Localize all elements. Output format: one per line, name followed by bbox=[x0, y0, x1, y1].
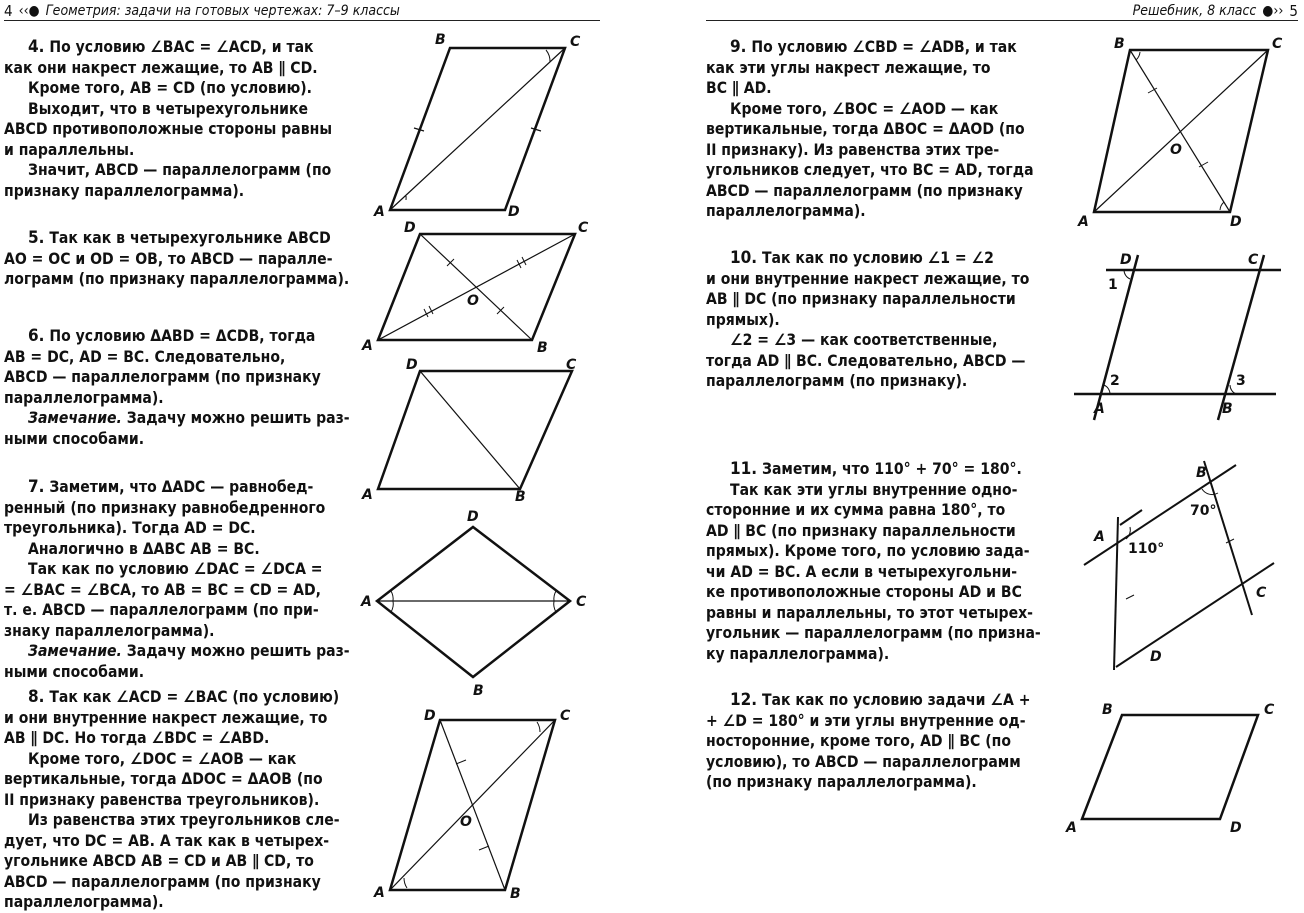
problem-5-figure bbox=[360, 218, 600, 358]
problem-11-text bbox=[706, 459, 1041, 664]
point-o-label: O bbox=[467, 293, 479, 309]
problem-8-line: вертикальные, тогда ΔDOC = ΔAOB (по bbox=[4, 769, 340, 790]
problem-5-line: лограмм (по признаку параллелограмма). bbox=[4, 269, 349, 290]
problem-9-text bbox=[706, 37, 1034, 222]
angle-2-label: 2 bbox=[1110, 373, 1120, 389]
problem-10-line: параллелограмм (по признаку). bbox=[706, 371, 1029, 392]
line-bc bbox=[1204, 461, 1252, 615]
problem-7-note-line: ными способами. bbox=[4, 662, 350, 683]
problem-12-line: Так как по условию задачи ∠A + bbox=[762, 691, 1030, 709]
point-d-label: D bbox=[1150, 649, 1162, 665]
point-b-label: B bbox=[515, 489, 526, 505]
problem-12-line: условию), то ABCD — параллелограмм bbox=[706, 752, 1030, 773]
problem-9-figure bbox=[1070, 30, 1300, 230]
point-b-label: B bbox=[537, 340, 548, 356]
diagonal-ac bbox=[1094, 50, 1268, 212]
problem-12-number: 12. bbox=[730, 690, 757, 710]
tick-mark bbox=[1126, 595, 1134, 599]
problem-12-figure bbox=[1060, 698, 1300, 843]
problem-9-line: BC ∥ AD. bbox=[706, 78, 1034, 99]
problem-9-line: угольников следует, что BC = AD, тогда bbox=[706, 160, 1034, 181]
right-header-rule bbox=[706, 20, 1298, 21]
problem-9-line: параллелограмма). bbox=[706, 201, 1034, 222]
angle-110-label: 110° bbox=[1128, 541, 1164, 557]
parallelogram-abcd bbox=[378, 371, 572, 489]
point-c-label: C bbox=[578, 220, 589, 236]
point-c-label: C bbox=[566, 357, 577, 373]
problem-8-figure bbox=[360, 700, 600, 910]
problem-12-line: (по признаку параллелограмма). bbox=[706, 772, 1030, 793]
point-b-label: B bbox=[1114, 36, 1125, 52]
left-page-number: 4 bbox=[4, 2, 13, 20]
problem-6-line: По условию ΔABD = ΔCDB, тогда bbox=[49, 327, 315, 345]
problem-9-number: 9. bbox=[730, 37, 746, 57]
right-header-title: Решебник, 8 класс bbox=[1133, 3, 1257, 19]
problem-7-line: = ∠BAC = ∠BCA, то AB = BC = CD = AD, bbox=[4, 580, 350, 601]
problem-11-line: угольник — параллелограмм (по призна- bbox=[706, 623, 1041, 644]
point-b-label: B bbox=[1196, 465, 1207, 481]
point-a-label: A bbox=[361, 338, 373, 354]
problem-6-text bbox=[4, 326, 350, 449]
point-o-label: O bbox=[1170, 142, 1182, 158]
problem-10-line: и они внутренние накрест лежащие, то bbox=[706, 269, 1029, 290]
problem-11-line: AD ∥ BC (по признаку параллельности bbox=[706, 521, 1041, 542]
problem-7-text bbox=[4, 477, 350, 682]
problem-7-number: 7. bbox=[28, 477, 44, 497]
point-a-label: A bbox=[373, 885, 385, 901]
problem-4-line: ABCD противоположные стороны равны bbox=[4, 119, 332, 140]
problem-7-line: ренный (по признаку равнобедренного bbox=[4, 498, 350, 519]
point-d-label: D bbox=[404, 220, 416, 236]
spacer bbox=[1110, 505, 1126, 519]
problem-10-text bbox=[706, 248, 1029, 392]
problem-5-line: AO = OC и OD = OB, то ABCD — паралле- bbox=[4, 249, 349, 270]
point-a-label: A bbox=[1077, 214, 1089, 230]
problem-4-line: По условию ∠BAC = ∠ACD, и так bbox=[49, 38, 313, 56]
point-a-label: A bbox=[361, 487, 373, 503]
problem-12-line: + ∠D = 180° и эти углы внутренние од- bbox=[706, 711, 1030, 732]
angle-3-label: 3 bbox=[1236, 373, 1246, 389]
problem-4-line: Кроме того, AB = CD (по условию). bbox=[4, 78, 332, 99]
left-header-rule bbox=[4, 20, 600, 21]
problem-6-note-line: Задачу можно решить раз- bbox=[127, 409, 350, 427]
problem-6-note-label: Замечание. bbox=[28, 409, 122, 427]
line-ab-extension bbox=[1120, 510, 1142, 525]
problem-4-line: как они накрест лежащие, то AB ∥ CD. bbox=[4, 58, 332, 79]
problem-8-line: Кроме того, ∠DOC = ∠AOB — как bbox=[4, 749, 340, 770]
problem-7-line: т. е. ABCD — параллелограмм (по при- bbox=[4, 600, 350, 621]
problem-5-number: 5. bbox=[28, 228, 44, 248]
problem-11-line: Так как эти углы внутренние одно- bbox=[706, 480, 1041, 501]
tick-mark bbox=[479, 846, 489, 850]
angle-70-label: 70° bbox=[1190, 503, 1216, 519]
problem-10-figure bbox=[1066, 245, 1296, 425]
problem-4-figure bbox=[360, 30, 600, 230]
point-b-label: B bbox=[435, 32, 446, 48]
angle-arc bbox=[1136, 52, 1140, 60]
problem-11-line: равны и параллельны, то этот четырех- bbox=[706, 603, 1041, 624]
angle-arc bbox=[1220, 202, 1224, 210]
problem-6-line: ABCD — параллелограмм (по признаку bbox=[4, 367, 350, 388]
problem-4-line: признаку параллелограмма). bbox=[4, 181, 332, 202]
problem-7-line: Заметим, что ΔADC — равнобед- bbox=[49, 478, 313, 496]
point-c-label: C bbox=[576, 594, 587, 610]
angle-arc bbox=[1202, 489, 1218, 495]
point-c-label: C bbox=[1264, 702, 1275, 718]
point-b-label: B bbox=[1222, 401, 1233, 417]
problem-10-number: 10. bbox=[730, 248, 757, 268]
right-header-marker: ●›› bbox=[1262, 3, 1283, 19]
problem-10-line: тогда AD ∥ BC. Следовательно, ABCD — bbox=[706, 351, 1029, 372]
problem-6-note-line: ными способами. bbox=[4, 429, 350, 450]
point-a-label: A bbox=[1093, 529, 1105, 545]
problem-7-line: знаку параллелограмма). bbox=[4, 621, 350, 642]
problem-8-line: дует, что DC = AB. А так как в четырех- bbox=[4, 831, 340, 852]
problem-9-line: По условию ∠CBD = ∠ADB, и так bbox=[751, 38, 1016, 56]
point-a-label: A bbox=[373, 204, 385, 220]
problem-9-line: ABCD — параллелограмм (по признаку bbox=[706, 181, 1034, 202]
point-d-label: D bbox=[467, 509, 479, 525]
problem-5-text bbox=[4, 228, 349, 290]
problem-7-line: Так как по условию ∠DAC = ∠DCA = bbox=[4, 559, 350, 580]
point-o-label: O bbox=[460, 814, 472, 830]
point-c-label: C bbox=[570, 34, 581, 50]
angle-arc bbox=[554, 591, 556, 601]
problem-8-line: AB ∥ DC. Но тогда ∠BDC = ∠ABD. bbox=[4, 728, 340, 749]
diagonal-bd bbox=[440, 720, 505, 890]
tick-mark bbox=[456, 760, 466, 764]
problem-10-line: Так как по условию ∠1 = ∠2 bbox=[762, 249, 994, 267]
problem-9-line: II признаку). Из равенства этих тре- bbox=[706, 140, 1034, 161]
problem-4-line: Выходит, что в четырехугольнике bbox=[4, 99, 332, 120]
problem-9-line: Кроме того, ∠BOC = ∠AOD — как bbox=[706, 99, 1034, 120]
right-page-header bbox=[1133, 2, 1298, 20]
problem-7-line: треугольника). Тогда AD = DC. bbox=[4, 518, 350, 539]
point-a-label: A bbox=[1065, 820, 1077, 836]
problem-8-text bbox=[4, 687, 340, 913]
diagonal-bd bbox=[420, 371, 520, 489]
problem-8-number: 8. bbox=[28, 687, 44, 707]
problem-8-line: угольнике ABCD AB = CD и AB ∥ CD, то bbox=[4, 851, 340, 872]
problem-4-line: и параллельны. bbox=[4, 140, 332, 161]
problem-11-line: сторонние и их сумма равна 180°, то bbox=[706, 500, 1041, 521]
line-ad bbox=[1114, 517, 1118, 670]
angle-arc bbox=[554, 601, 556, 612]
problem-4-line: Значит, ABCD — параллелограмм (по bbox=[4, 160, 332, 181]
point-d-label: D bbox=[508, 204, 520, 220]
problem-11-line: Заметим, что 110° + 70° = 180°. bbox=[762, 460, 1022, 478]
angle-arc bbox=[1124, 270, 1130, 279]
point-d-label: D bbox=[1230, 214, 1242, 230]
angle-arc bbox=[546, 50, 550, 62]
point-c-label: C bbox=[560, 708, 571, 724]
problem-8-line: Так как ∠ACD = ∠BAC (по условию) bbox=[49, 688, 339, 706]
line-dc bbox=[1116, 563, 1274, 667]
problem-7-figure bbox=[355, 505, 600, 700]
problem-10-line: AB ∥ DC (по признаку параллельности bbox=[706, 289, 1029, 310]
angle-arc bbox=[537, 722, 540, 732]
point-c-label: C bbox=[1272, 36, 1283, 52]
problem-8-line: параллелограмма). bbox=[4, 892, 340, 913]
angle-arc bbox=[404, 878, 407, 888]
problem-4-text bbox=[4, 37, 332, 201]
problem-4-number: 4. bbox=[28, 37, 44, 57]
point-d-label: D bbox=[406, 357, 418, 373]
problem-6-line: AB = DC, AD = BC. Следовательно, bbox=[4, 347, 350, 368]
diagonal-bd bbox=[420, 234, 532, 340]
parallelogram-abcd bbox=[1082, 715, 1258, 819]
problem-8-line: ABCD — параллелограмм (по признаку bbox=[4, 872, 340, 893]
problem-10-line: прямых). bbox=[706, 310, 1029, 331]
problem-8-line: и они внутренние накрест лежащие, то bbox=[4, 708, 340, 729]
problem-6-figure bbox=[360, 355, 600, 505]
left-header-title: Геометрия: задачи на готовых чертежах: 7–9 классы bbox=[46, 3, 400, 19]
diagonal-bd bbox=[1130, 50, 1230, 212]
problem-10-line: ∠2 = ∠3 — как соответственные, bbox=[706, 330, 1029, 351]
point-b-label: B bbox=[510, 886, 521, 902]
problem-7-note-label: Замечание. bbox=[28, 642, 122, 660]
problem-12-text bbox=[706, 690, 1030, 793]
problem-11-line: чи AD = BC. А если в четырехугольни- bbox=[706, 562, 1041, 583]
problem-8-line: II признаку равенства треугольников). bbox=[4, 790, 340, 811]
problem-9-line: как эти углы накрест лежащие, то bbox=[706, 58, 1034, 79]
point-b-label: B bbox=[473, 683, 484, 699]
problem-12-line: носторонние, кроме того, AD ∥ BC (по bbox=[706, 731, 1030, 752]
rhombus-abcd bbox=[377, 527, 570, 677]
left-header-marker: ‹‹● bbox=[19, 3, 40, 19]
left-page-header bbox=[4, 2, 400, 20]
point-d-label: D bbox=[424, 708, 436, 724]
problem-11-figure bbox=[1076, 455, 1300, 675]
problem-11-line: ке противоположные стороны AD и BC bbox=[706, 582, 1041, 603]
problem-11-line: ку параллелограмма). bbox=[706, 644, 1041, 665]
point-c-label: C bbox=[1256, 585, 1267, 601]
point-a-label: A bbox=[360, 594, 372, 610]
problem-11-number: 11. bbox=[730, 459, 757, 479]
angle-arc bbox=[391, 591, 393, 601]
point-c-label: C bbox=[1248, 252, 1259, 268]
point-d-label: D bbox=[1230, 820, 1242, 836]
problem-6-line: параллелограмма). bbox=[4, 388, 350, 409]
problem-6-number: 6. bbox=[28, 326, 44, 346]
right-page-number: 5 bbox=[1289, 2, 1298, 20]
point-b-label: B bbox=[1102, 702, 1113, 718]
point-d-label: D bbox=[1120, 252, 1132, 268]
angle-arc bbox=[391, 601, 393, 612]
point-a-label: A bbox=[1093, 401, 1105, 417]
angle-1-label: 1 bbox=[1108, 277, 1118, 293]
problem-9-line: вертикальные, тогда ΔBOC = ΔAOD (по bbox=[706, 119, 1034, 140]
problem-7-note-line: Задачу можно решить раз- bbox=[127, 642, 350, 660]
problem-7-line: Аналогично в ΔABC AB = BC. bbox=[4, 539, 350, 560]
problem-8-line: Из равенства этих треугольников сле- bbox=[4, 810, 340, 831]
problem-11-line: прямых). Кроме того, по условию зада- bbox=[706, 541, 1041, 562]
problem-5-line: Так как в четырехугольнике ABCD bbox=[49, 229, 330, 247]
